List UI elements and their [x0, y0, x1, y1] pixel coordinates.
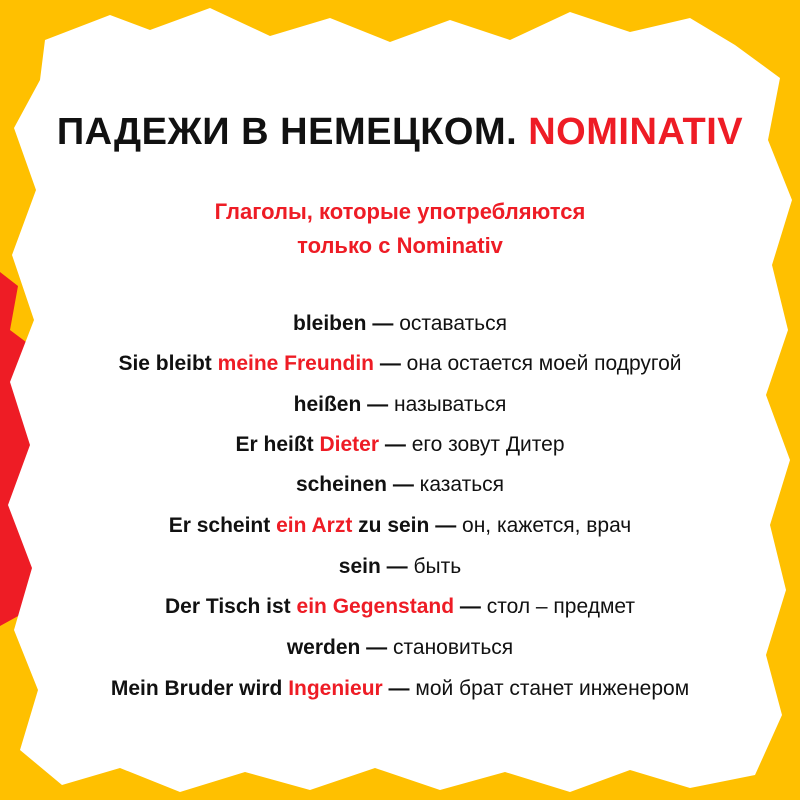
- verb-row: heißen — называться: [293, 393, 507, 416]
- title-main: ПАДЕЖИ В НЕМЕЦКОМ.: [56, 111, 529, 153]
- verb-row: scheinen — казаться: [295, 473, 505, 496]
- verb-row: bleiben — оставаться: [293, 312, 507, 335]
- page-title: [0, 111, 800, 154]
- subtitle-line-1: Глаголы, которые употребляются: [214, 199, 586, 224]
- example-row: Der Tisch ist ein Gegenstand — стол – предмет: [165, 595, 635, 618]
- example-row: Er heißt Dieter — его зовут Дитер: [235, 433, 565, 456]
- subtitle-line-2: только с Nominativ: [297, 233, 503, 258]
- example-row: Er scheint ein Arzt zu sein — он, кажется, врач: [168, 514, 632, 537]
- example-row: Sie bleibt meine Freundin — она остается моей подругой: [118, 352, 682, 375]
- verb-row: sein — быть: [338, 555, 462, 578]
- title-accent: NOMINATIV: [528, 111, 744, 153]
- example-row: Mein Bruder wird Ingenieur — мой брат станет инженером: [110, 677, 690, 700]
- verb-row: werden — становиться: [286, 636, 514, 659]
